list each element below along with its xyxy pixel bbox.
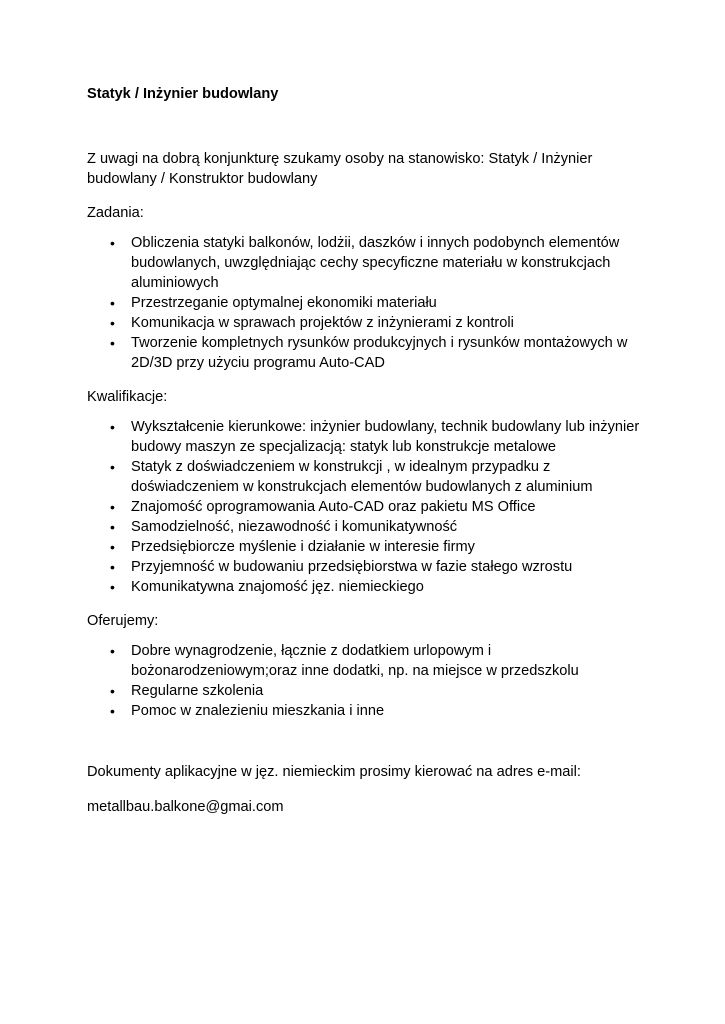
- bullet-icon: •: [110, 519, 115, 535]
- list-item: • Regularne szkolenia: [110, 683, 264, 699]
- contact-email: metallbau.balkone@gmai.com: [87, 799, 284, 815]
- document-page: [87, 83, 647, 817]
- offer-list: [87, 641, 647, 721]
- bullet-icon: •: [110, 499, 115, 515]
- list-item: • Obliczenia statyki balkonów, lodżii, daszków i innych podobynch elementów budowlanych, uwzględniając cechy specyficzne materiału w konstrukcjach aluminiowych: [110, 235, 620, 291]
- bullet-icon: •: [110, 315, 115, 331]
- bullet-icon: •: [110, 295, 115, 311]
- bullet-icon: •: [110, 335, 115, 351]
- bullet-icon: •: [110, 419, 115, 435]
- section-qualifications: [87, 387, 647, 597]
- tasks-list: [87, 233, 647, 373]
- section-offer: [87, 611, 647, 721]
- section-label-qualifications: Kwalifikacje:: [87, 389, 168, 405]
- bullet-icon: •: [110, 459, 115, 475]
- list-item: • Komunikatywna znajomość jęz. niemieckiego: [110, 579, 424, 595]
- intro-paragraph: Z uwagi na dobrą konjunkturę szukamy osoby na stanowisko: Statyk / Inżynier budowlany / Konstruktor budowlany: [87, 151, 593, 187]
- list-item: • Przyjemność w budowaniu przedsiębiorstwa w fazie stałego wzrostu: [110, 559, 573, 575]
- list-item: • Pomoc w znalezieniu mieszkania i inne: [110, 703, 385, 719]
- list-item: • Komunikacja w sprawach projektów z inżynierami z kontroli: [110, 315, 514, 331]
- list-item: • Przedsiębiorcze myślenie i działanie w interesie firmy: [110, 539, 475, 555]
- section-label-offer: Oferujemy:: [87, 613, 159, 629]
- bullet-icon: •: [110, 579, 115, 595]
- list-item: • Samodzielność, niezawodność i komunikatywność: [110, 519, 458, 535]
- section-tasks: [87, 203, 647, 373]
- application-instructions: Dokumenty aplikacyjne w jęz. niemieckim prosimy kierować na adres e-mail:: [87, 764, 581, 780]
- bullet-icon: •: [110, 643, 115, 659]
- bullet-icon: •: [110, 559, 115, 575]
- bullet-icon: •: [110, 703, 115, 719]
- list-item: • Dobre wynagrodzenie, łącznie z dodatkiem urlopowym i bożonarodzeniowym;oraz inne dodatki, np. na miejsce w przedszkolu: [110, 643, 579, 679]
- list-item: • Znajomość oprogramowania Auto-CAD oraz pakietu MS Office: [110, 499, 536, 515]
- list-item: • Przestrzeganie optymalnej ekonomiki materiału: [110, 295, 437, 311]
- bullet-icon: •: [110, 539, 115, 555]
- bullet-icon: •: [110, 683, 115, 699]
- section-label-tasks: Zadania:: [87, 205, 144, 221]
- list-item: • Wykształcenie kierunkowe: inżynier budowlany, technik budowlany lub inżynier budowy maszyn ze specjalizacją: statyk lub konstrukcje metalowe: [110, 419, 640, 455]
- page-title: Statyk / Inżynier budowlany: [87, 86, 279, 102]
- list-item: • Statyk z doświadczeniem w konstrukcji , w idealnym przypadku z doświadczeniem w konstrukcjach elementów budowlanych z aluminium: [110, 459, 593, 495]
- qualifications-list: [87, 417, 647, 597]
- bullet-icon: •: [110, 235, 115, 251]
- list-item: • Tworzenie kompletnych rysunków produkcyjnych i rysunków montażowych w 2D/3D przy użyciu programu Auto-CAD: [110, 335, 628, 371]
